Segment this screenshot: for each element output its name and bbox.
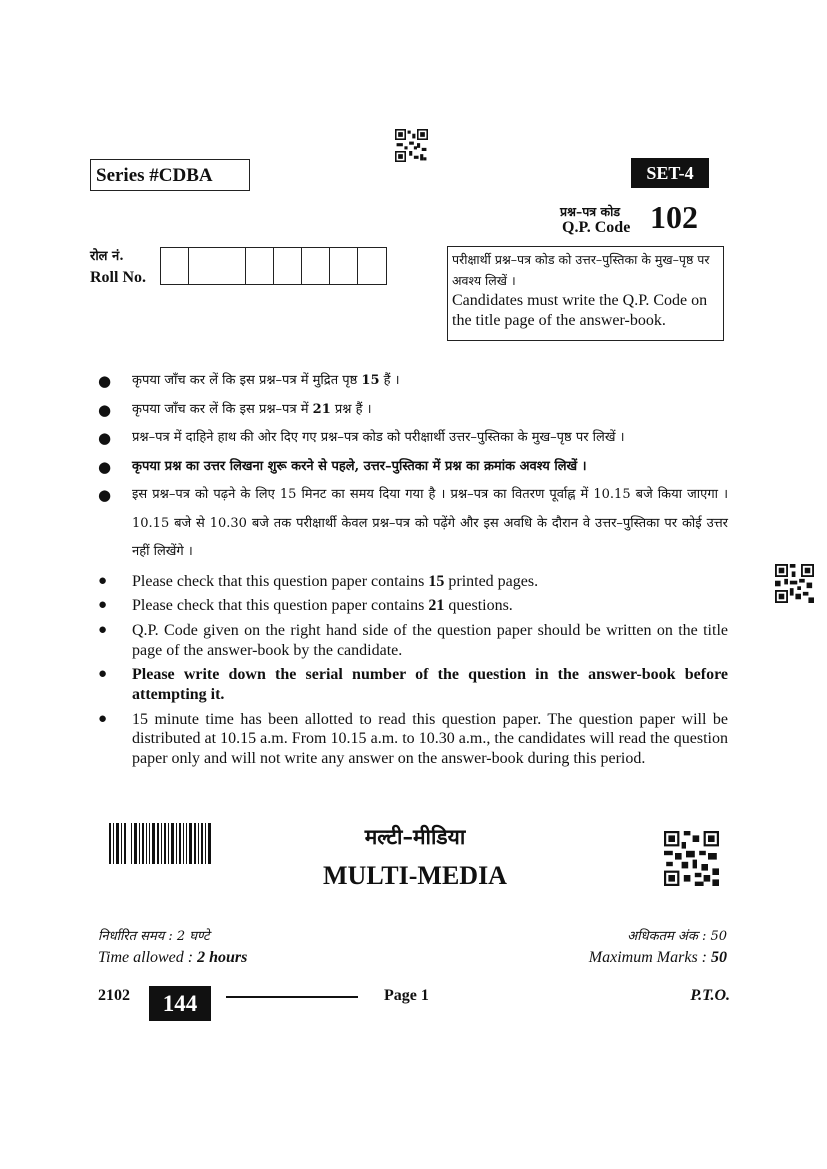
maximum-marks-hindi: अधिकतम अंक : 50 <box>627 929 727 944</box>
bullet: ● <box>98 372 112 390</box>
instruction-item-hindi: ● इस प्रश्न–पत्र को पढ़ने के लिए 15 मिनट का समय दिया गया है । प्रश्न–पत्र का वितरण पूर्वाह्न में 10.15 बजे किया जाएगा । 10.15 बजे से 10.30 बजे तक परीक्षार्थी केवल प्रश्न–पत्र को पढ़ेंगे और इस अवधि के दौरान वे उत्तर–पुस्तिका पर कोई उत्तर नहीं लिखेंगे । <box>98 481 728 567</box>
page-number: Page 1 <box>384 987 429 1004</box>
bullet: ● <box>98 486 112 504</box>
qr-code-bottom <box>664 831 719 886</box>
qp-code-note-hindi: परीक्षार्थी प्रश्न–पत्र कोड को उत्तर–पुस्तिका के मुख–पृष्ठ पर अवश्य लिखें । <box>452 252 710 288</box>
bullet: ● <box>98 597 108 614</box>
set-badge: SET-4 <box>631 158 709 188</box>
qp-code-value: 102 <box>650 199 698 235</box>
time-allowed-hindi: निर्धारित समय : 2 घण्टे <box>98 929 210 944</box>
roll-number-box[interactable] <box>358 248 386 284</box>
roll-number-boxes[interactable] <box>160 247 387 285</box>
roll-number-box[interactable] <box>330 248 358 284</box>
barcode <box>109 823 219 864</box>
bullet: ● <box>98 400 112 419</box>
divider-rule <box>226 996 358 998</box>
bullet: ● <box>98 429 112 447</box>
instruction-item-english: ● Please check that this question paper contains 21 questions. <box>98 597 513 615</box>
time-allowed: Time allowed : 2 hours <box>98 949 248 966</box>
qp-code-label: Q.P. Code <box>562 219 631 236</box>
qr-code-top <box>395 129 428 162</box>
roll-number-box[interactable] <box>246 248 274 284</box>
instruction-item-english: ● 15 minute time has been allotted to read this question paper. The question paper will be distributed at 10.15 a.m. From 10.15 a.m. to 10.30 a.m., the candidates will read the question paper only and will not write any answer on the answer-book during this period. <box>98 710 728 768</box>
qp-code-note-box <box>447 246 724 341</box>
bullet: ● <box>98 666 108 683</box>
series-label: Series #CDBA <box>90 159 250 191</box>
instruction-item-english: ● Please check that this question paper contains 15 printed pages. <box>98 572 539 590</box>
bullet: ● <box>98 457 112 476</box>
bullet: ● <box>98 621 108 638</box>
instructions-list <box>98 367 728 769</box>
instruction-item-hindi: ● कृपया जाँच कर लें कि इस प्रश्न–पत्र में 21 प्रश्न हैं । <box>98 396 728 425</box>
instruction-item-english: ● Please write down the serial number of the question in the answer-book before attempting it. <box>98 666 728 704</box>
set-number-badge: 144 <box>149 986 211 1021</box>
roll-number-label-hindi: रोल नं. <box>90 249 124 264</box>
roll-number-box[interactable] <box>189 248 246 284</box>
bullet: ● <box>98 572 108 589</box>
instruction-item-english: ● Q.P. Code given on the right hand side of the question paper should be written on the title page of the answer-book by the candidate. <box>98 621 728 659</box>
bullet: ● <box>98 710 108 727</box>
roll-number-box[interactable] <box>161 248 189 284</box>
qr-code-side <box>775 564 814 603</box>
subject-title: MULTI-MEDIA <box>323 861 507 890</box>
instruction-item-hindi: ● प्रश्न–पत्र में दाहिने हाथ की ओर दिए गए प्रश्न–पत्र कोड को परीक्षार्थी उत्तर–पुस्तिका के मुख–पृष्ठ पर लिखें । <box>98 424 728 453</box>
qp-code-note-english: Candidates must write the Q.P. Code on the title page of the answer-book. <box>452 292 708 329</box>
pto-label: P.T.O. <box>690 987 730 1004</box>
subject-title-hindi: मल्टी–मीडिया <box>364 824 466 849</box>
instruction-item-hindi: ● कृपया प्रश्न का उत्तर लिखना शुरू करने से पहले, उत्तर–पुस्तिका में प्रश्न का क्रमांक अवश्य लिखें । <box>98 453 728 482</box>
roll-number-label: Roll No. <box>90 269 146 286</box>
maximum-marks: Maximum Marks : 50 <box>588 949 727 966</box>
paper-code: 2102 <box>98 987 130 1004</box>
roll-number-box[interactable] <box>274 248 302 284</box>
instruction-item-hindi: ● कृपया जाँच कर लें कि इस प्रश्न–पत्र में मुद्रित पृष्ठ 15 हैं । <box>98 367 728 396</box>
roll-number-box[interactable] <box>302 248 330 284</box>
qp-code-label-hindi: प्रश्न–पत्र कोड <box>560 204 621 219</box>
